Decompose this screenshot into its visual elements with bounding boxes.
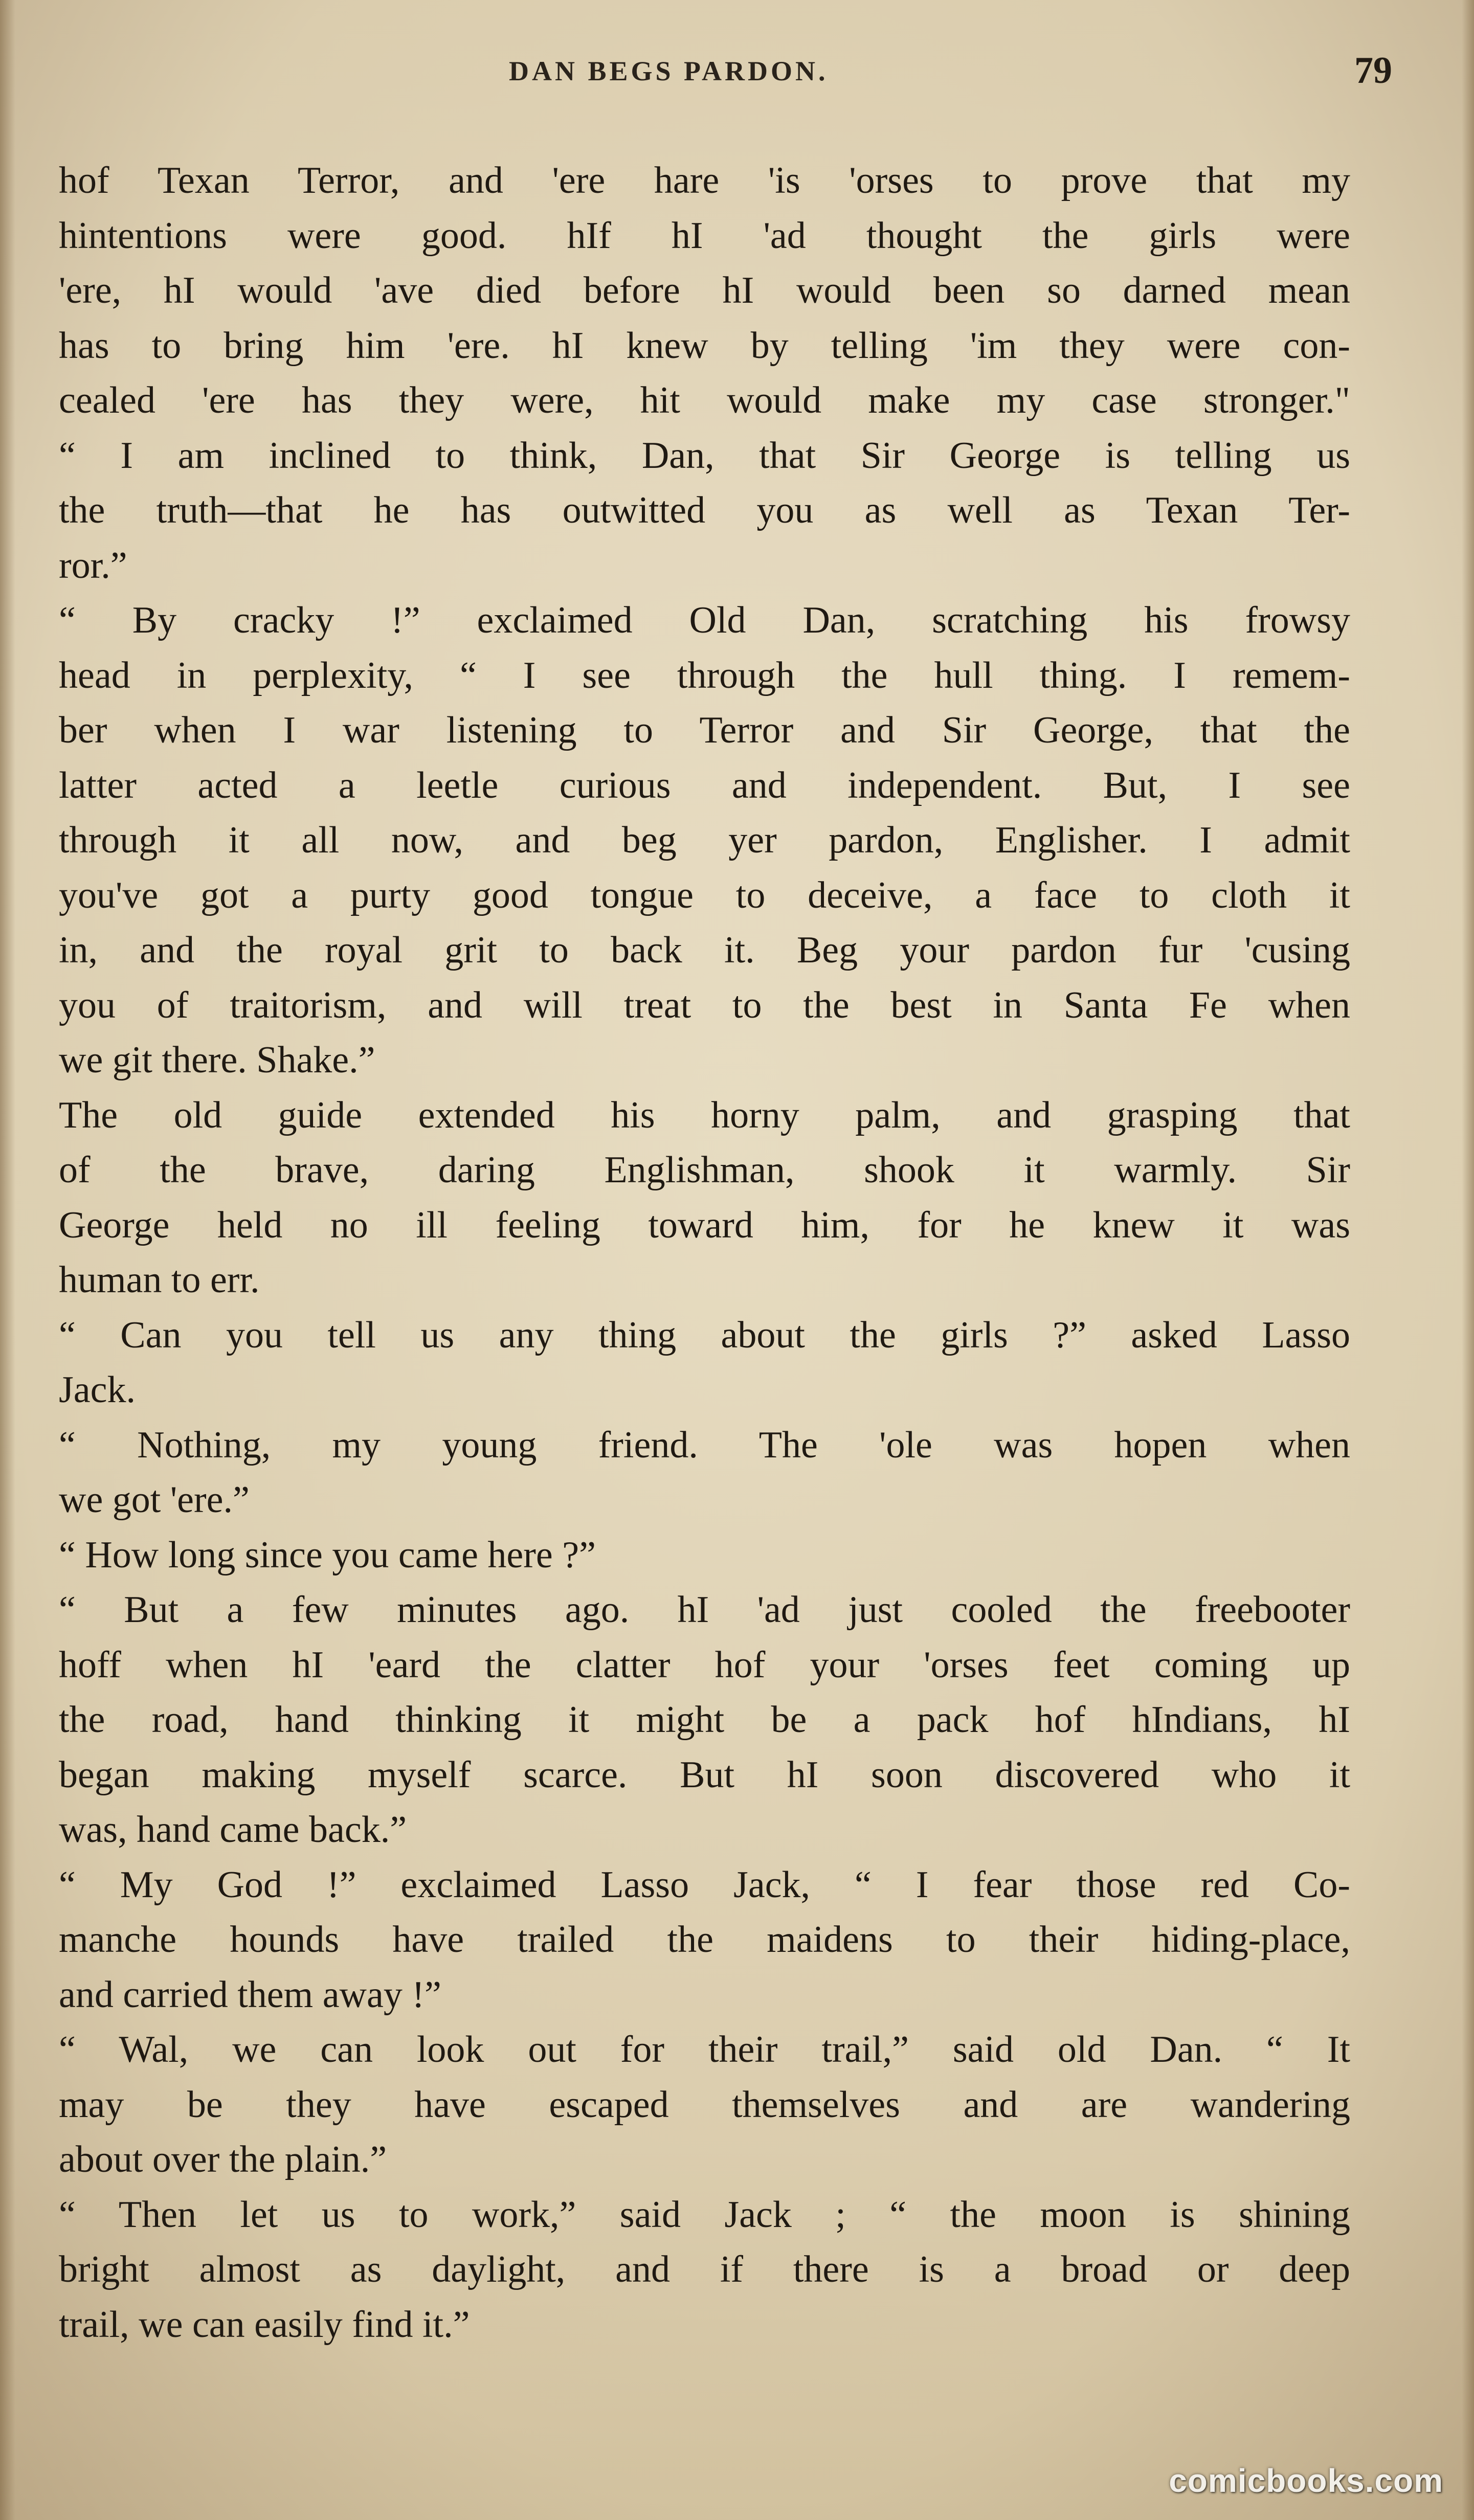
text-line: has to bring him 'ere. hI knew by telling 'im they were con- (59, 324, 1350, 367)
text-line: may be they have escaped themselves and are wandering (59, 2083, 1350, 2126)
watermark-logo: comicbooks.com (1169, 2462, 1443, 2499)
text-line: human to err. (59, 1259, 260, 1301)
text-line: “ Wal, we can look out for their trail,” said old Dan. “ It (59, 2029, 1350, 2071)
text-line: latter acted a leetle curious and independent. But, I see (59, 764, 1350, 806)
body-text (59, 153, 1350, 2352)
text-line: hintentions were good. hIf hI 'ad thought the girls were (59, 214, 1350, 257)
page-number: 79 (1354, 50, 1392, 92)
text-line: “ I am inclined to think, Dan, that Sir George is telling us (59, 434, 1350, 477)
text-line: The old guide extended his horny palm, and grasping that (59, 1094, 1350, 1136)
text-line: “ Nothing, my young friend. The 'ole was hopen when (59, 1424, 1350, 1466)
text-line: about over the plain.” (59, 2139, 387, 2180)
text-line: the truth—that he has outwitted you as well as Texan Ter- (59, 489, 1350, 531)
text-line: “ My God !” exclaimed Lasso Jack, “ I fear those red Co- (59, 1863, 1350, 1906)
text-line: “ How long since you came here ?” (59, 1534, 596, 1576)
text-line: the road, hand thinking it might be a pack hof hIndians, hI (59, 1699, 1350, 1741)
text-line: began making myself scarce. But hI soon discovered who it (59, 1753, 1350, 1796)
text-line: we got 'ere.” (59, 1479, 250, 1521)
text-line: we git there. Shake.” (59, 1039, 375, 1081)
text-line: hoff when hI 'eard the clatter hof your 'orses feet coming up (59, 1644, 1350, 1686)
text-line: George held no ill feeling toward him, for he knew it was (59, 1204, 1350, 1246)
text-line: through it all now, and beg yer pardon, Englisher. I admit (59, 819, 1350, 861)
text-line: “ Then let us to work,” said Jack ; “ the moon is shining (59, 2193, 1350, 2236)
running-head: DAN BEGS PARDON. (509, 56, 829, 86)
text-line: trail, we can easily find it.” (59, 2303, 470, 2346)
text-line: ror.” (59, 544, 127, 587)
text-line: “ But a few minutes ago. hI 'ad just cooled the freebooter (59, 1589, 1350, 1631)
text-line: head in perplexity, “ I see through the hull thing. I remem- (59, 654, 1350, 696)
text-line: manche hounds have trailed the maidens to their hiding-place, (59, 1919, 1350, 1961)
text-line: “ By cracky !” exclaimed Old Dan, scratching his frowsy (59, 599, 1350, 641)
text-line: 'ere, hI would 'ave died before hI would been so darned mean (59, 269, 1350, 311)
text-line: and carried them away !” (59, 1973, 441, 2016)
text-line: you've got a purty good tongue to deceive, a face to cloth it (59, 874, 1350, 916)
text-line: “ Can you tell us any thing about the girls ?” asked Lasso (59, 1314, 1350, 1356)
text-line: bright almost as daylight, and if there is a broad or deep (59, 2248, 1350, 2290)
text-line: was, hand came back.” (59, 1809, 407, 1851)
text-line: of the brave, daring Englishman, shook it warmly. Sir (59, 1149, 1350, 1191)
text-line: hof Texan Terror, and 'ere hare 'is 'orses to prove that my (59, 160, 1350, 201)
text-line: in, and the royal grit to back it. Beg your pardon fur 'cusing (59, 929, 1350, 971)
text-line: you of traitorism, and will treat to the best in Santa Fe when (59, 984, 1350, 1026)
text-line: Jack. (59, 1369, 136, 1411)
text-line: ber when I war listening to Terror and Sir George, that the (59, 709, 1350, 751)
text-line: cealed 'ere has they were, hit would make my case stronger." (59, 379, 1350, 421)
